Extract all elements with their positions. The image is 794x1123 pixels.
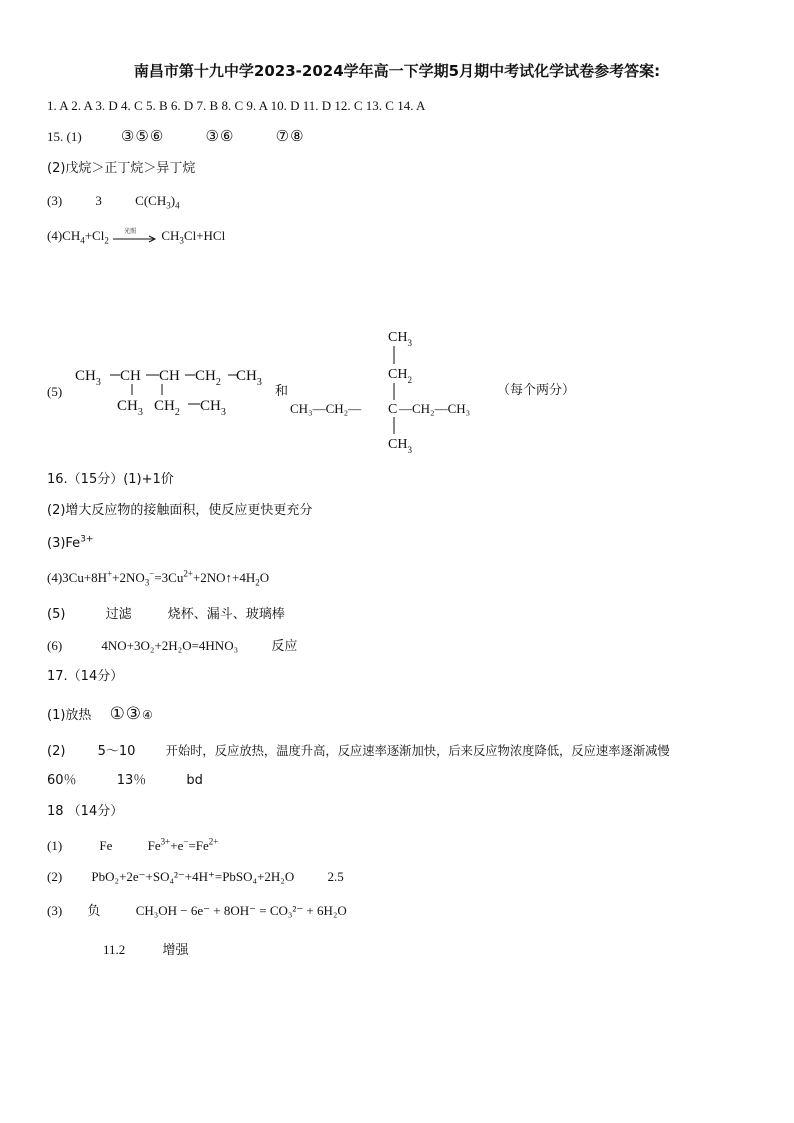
q16-p5-answer-b: 烧杯、漏斗、玻璃棒	[167, 607, 285, 622]
q18-part1: (1) Fe $Fe^{3+}+e^-=Fe^{2+}$	[47, 836, 219, 853]
q17-part1: (1)放热 ①③④	[47, 704, 153, 724]
q15-p1-answer-c: ⑦⑧	[275, 129, 305, 145]
reaction-condition: 光照	[124, 228, 137, 236]
page-title: 南昌市第十九中学2023-2024学年高一下学期5月期中考试化学试卷参考答案:	[133, 62, 661, 80]
q18-p1-answer-b: $Fe^{3+}+e^-=Fe^{2+}$	[147, 836, 219, 853]
struct1-sub-ch3-a: $CH_3$	[117, 398, 143, 418]
q16-part2: (2)增大反应物的接触面积，使反应更快更充分	[47, 503, 313, 518]
q18-part3-cont	[103, 942, 189, 959]
q15-part1	[47, 129, 305, 145]
q18-p1-answer-a: Fe	[99, 838, 113, 853]
q17-p2-answer-e: bd	[186, 773, 203, 788]
q18-p3-answer-d: 增强	[162, 943, 189, 958]
struct2-ch2: $CH_2$	[388, 367, 412, 385]
q16-part5: (5) 过滤 烧杯、漏斗、玻璃棒	[47, 607, 285, 622]
q17-part2-cont	[47, 773, 203, 789]
struct1-ch-1: CH	[120, 368, 141, 384]
q15-p1-answer-b: ③⑥	[205, 129, 235, 145]
q17-p2-answer-d: 13％	[116, 773, 147, 788]
structure-3-3-diethylpentane	[288, 322, 498, 457]
struct1-ch3-left: $CH_3$	[75, 368, 101, 388]
struct1-sub-ch3-b: $CH_3$	[200, 398, 226, 418]
q15-p3-label: (3)	[47, 193, 63, 208]
q18-p3-answer-b: CH₃OH − 6e⁻ + 8OH⁻ = CO₃²⁻ + 6H₂O	[135, 903, 347, 918]
q17-p2-answer-a: 5～10	[97, 744, 136, 759]
q15-p1-label: 15. (1)	[47, 129, 82, 144]
q18-head: 18 （14分）	[47, 804, 124, 819]
q15-p5-label: (5)	[47, 384, 63, 399]
q15-p3-answer-a: 3	[95, 193, 102, 208]
q16-p6-answer-a: 4NO+3O₂+2H₂O=4HNO₃	[101, 638, 239, 653]
q15-part3	[47, 193, 180, 209]
q15-p5-note: （每个两分）	[497, 383, 576, 398]
q16-p5-answer-a: 过滤	[105, 607, 132, 622]
q17-part2: (2) 5～10 开始时，反应放热，温度升高，反应速率逐渐加快，后来反应物浓度降低，反应速率逐渐减慢	[47, 744, 670, 759]
q17-p2-answer-c: 60％	[47, 773, 77, 788]
struct1-ch-2: CH	[159, 368, 180, 384]
q18-part3: (3) 负 CH₃OH − 6e⁻ + 8OH⁻ = CO₃²⁻ + 6H₂O	[47, 903, 347, 919]
struct2-left-chain: CH₃—CH₂—	[290, 401, 362, 416]
struct2-right-chain: —CH₂—CH₃	[399, 401, 471, 416]
struct1-ch3-right: $CH_3$	[236, 368, 262, 388]
q18-part2: (2) PbO₂+2e⁻+SO₄²⁻+4H⁺=PbSO₄+2H₂O 2.5	[47, 869, 344, 884]
q18-p3-answer-c: 11.2	[103, 942, 126, 957]
q16-p6-answer-b: 反应	[271, 639, 298, 654]
struct2-quaternary-c: C	[388, 402, 398, 417]
q18-p2-answer-b: 2.5	[327, 869, 344, 884]
q18-p2-answer-a: PbO₂+2e⁻+SO₄²⁻+4H⁺=PbSO₄+2H₂O	[91, 869, 295, 884]
q18-p3-answer-a: 负	[87, 904, 101, 919]
q16-part3: $(3)Fe^{3+}$	[47, 534, 94, 551]
struct1-ch2: $CH_2$	[195, 368, 221, 388]
reaction-arrow	[112, 228, 158, 242]
q17-p1-answer-b: ④	[142, 708, 153, 722]
struct2-bottom-ch3: $CH_3$	[388, 437, 412, 455]
structure-3-methyl-4-ethylhexane	[70, 355, 280, 425]
struct1-sub-ch2: $CH_2$	[154, 398, 180, 418]
q15-p3-answer-b: $C(CH_3)_4$	[135, 193, 180, 211]
q17-p1-answer-a: ①③	[109, 704, 143, 724]
struct2-top-ch3: $CH_3$	[388, 330, 412, 348]
q17-p2-answer-b: 开始时，反应放热，温度升高，反应速率逐渐加快，后来反应物浓度降低，反应速率逐渐减慢	[165, 744, 670, 758]
q16-part6: (6) 4NO+3O₂+2H₂O=4HNO₃ 反应	[47, 638, 298, 654]
q16-head: 16.（15分）(1)+1价	[47, 472, 174, 487]
q16-part4: $(4)3Cu+8H^++2NO_3^-=3Cu^{2+}+2NO↑+4H_2O$	[47, 568, 270, 588]
q15-part2: (2)戊烷＞正丁烷＞异丁烷	[47, 161, 196, 176]
q15-p1-answer-a: ③⑤⑥	[120, 129, 165, 145]
q15-p5-and: 和	[275, 384, 289, 399]
answers-1-14: 1. A 2. A 3. D 4. C 5. B 6. D 7. B 8. C 9. A 10. D 11. D 12. C 13. C 14. A	[47, 98, 426, 113]
q15-part4: $(4)CH_4+Cl_2$ 光照 $CH_3Cl+HCl$	[47, 228, 225, 244]
arrow-right-icon	[112, 234, 158, 244]
q17-head: 17.（14分）	[47, 669, 124, 684]
